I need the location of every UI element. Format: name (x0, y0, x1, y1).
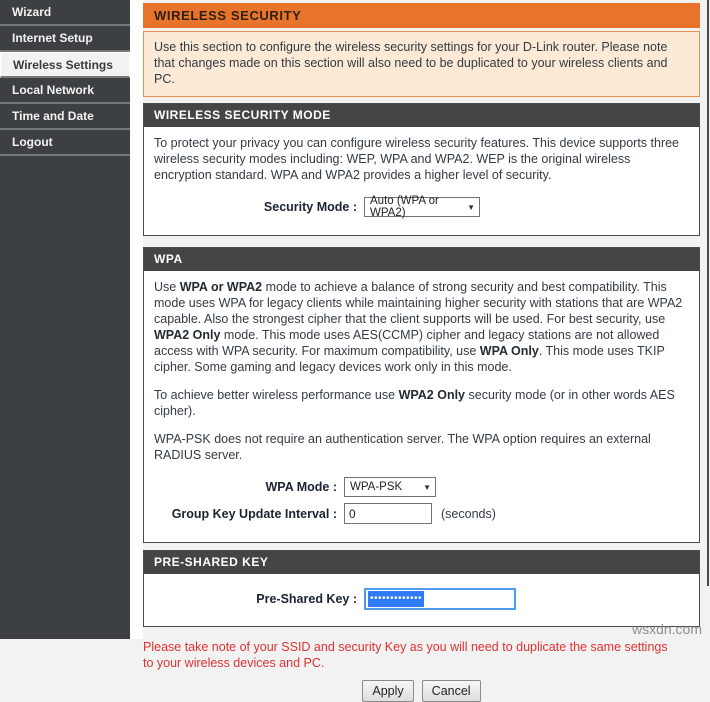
section-header-wireless-security-mode: WIRELESS SECURITY MODE (144, 104, 699, 127)
sidebar-item-time-and-date[interactable]: Time and Date (0, 104, 130, 130)
section-wpa (143, 247, 700, 543)
sidebar-item-wireless-settings[interactable]: Wireless Settings (0, 52, 130, 78)
sidebar-item-logout[interactable]: Logout (0, 130, 130, 156)
security-mode-paragraph: To protect your privacy you can configure wireless security features. This device supports three wireless security modes including: WEP, WPA and WPA2. WEP is the original wireless encryption standard. WPA and WPA2 provides a higher level of security. (154, 136, 680, 182)
wpa-paragraph-3: WPA-PSK does not require an authentication server. The WPA option requires an external RADIUS server. (154, 432, 651, 462)
apply-button[interactable]: Apply (362, 680, 413, 702)
sidebar-item-wizard[interactable]: Wizard (0, 0, 130, 26)
wpa-mode-select[interactable] (344, 477, 436, 497)
pre-shared-key-input[interactable] (364, 588, 516, 610)
section-body-wireless-security-mode (144, 127, 699, 235)
right-edge-divider (707, 0, 709, 586)
page-title: WIRELESS SECURITY (143, 3, 700, 28)
wpa-mode-label: WPA Mode : (265, 480, 337, 494)
security-mode-select[interactable] (364, 197, 480, 217)
group-key-unit-label: (seconds) (441, 506, 496, 521)
section-wireless-security-mode (143, 103, 700, 236)
section-header-wpa: WPA (144, 248, 699, 271)
wpa-paragraph-1: Use WPA or WPA2 mode to achieve a balance of strong security and best compatibility. This mode uses WPA for legacy clients while maintaining higher security with stations that are WPA2 capable. Also the strongest cipher that the client supports will be used. For best security, use WPA2 Only mode. This mode uses AES(CCMP) cipher and legacy stations are not allowed access with WPA security. For maximum compatibility, use WPA Only. This mode uses TKIP cipher. Some gaming and legacy devices work only in this mode. (154, 280, 683, 374)
group-key-interval-label: Group Key Update Interval : (171, 506, 337, 521)
wpa-mode-selected-value: WPA-PSK (350, 481, 403, 493)
sidebar-content-divider (130, 0, 143, 639)
security-mode-row (154, 197, 689, 217)
sidebar-filler (0, 156, 130, 639)
security-key-note: Please take note of your SSID and security Key as you will need to duplicate the same settings to your wireless devices and PC. (143, 640, 668, 670)
chevron-down-icon: ▼ (467, 202, 475, 212)
group-key-row (154, 503, 689, 524)
page-description-text: Use this section to configure the wireless security settings for your D-Link router. Please note that changes made on this section will also need to be duplicated to your wireless clients and PC. (154, 40, 668, 86)
pre-shared-key-masked-value: ••••••••••••• (368, 591, 424, 607)
cancel-button[interactable]: Cancel (422, 680, 481, 702)
chevron-down-icon: ▼ (423, 482, 431, 492)
page-description-box (143, 31, 700, 97)
section-body-wpa (144, 271, 699, 542)
pre-shared-key-row (154, 588, 689, 610)
sidebar-item-internet-setup[interactable]: Internet Setup (0, 26, 130, 52)
section-body-pre-shared-key (144, 574, 699, 626)
sidebar-item-local-network[interactable]: Local Network (0, 78, 130, 104)
security-mode-label: Security Mode : (263, 200, 357, 214)
watermark-text: wsxdn.com (631, 621, 702, 637)
section-pre-shared-key (143, 550, 700, 627)
main-content (143, 0, 700, 698)
wpa-paragraph-2: To achieve better wireless performance use WPA2 Only security mode (or in other words AES cipher). (154, 388, 675, 418)
action-buttons (143, 680, 700, 702)
group-key-interval-input[interactable] (344, 503, 432, 524)
security-mode-selected-value: Auto (WPA or WPA2) (370, 195, 439, 219)
section-header-pre-shared-key: PRE-SHARED KEY (144, 551, 699, 574)
wpa-mode-row (154, 477, 689, 497)
pre-shared-key-label: Pre-Shared Key : (256, 592, 357, 606)
sidebar (0, 0, 130, 639)
